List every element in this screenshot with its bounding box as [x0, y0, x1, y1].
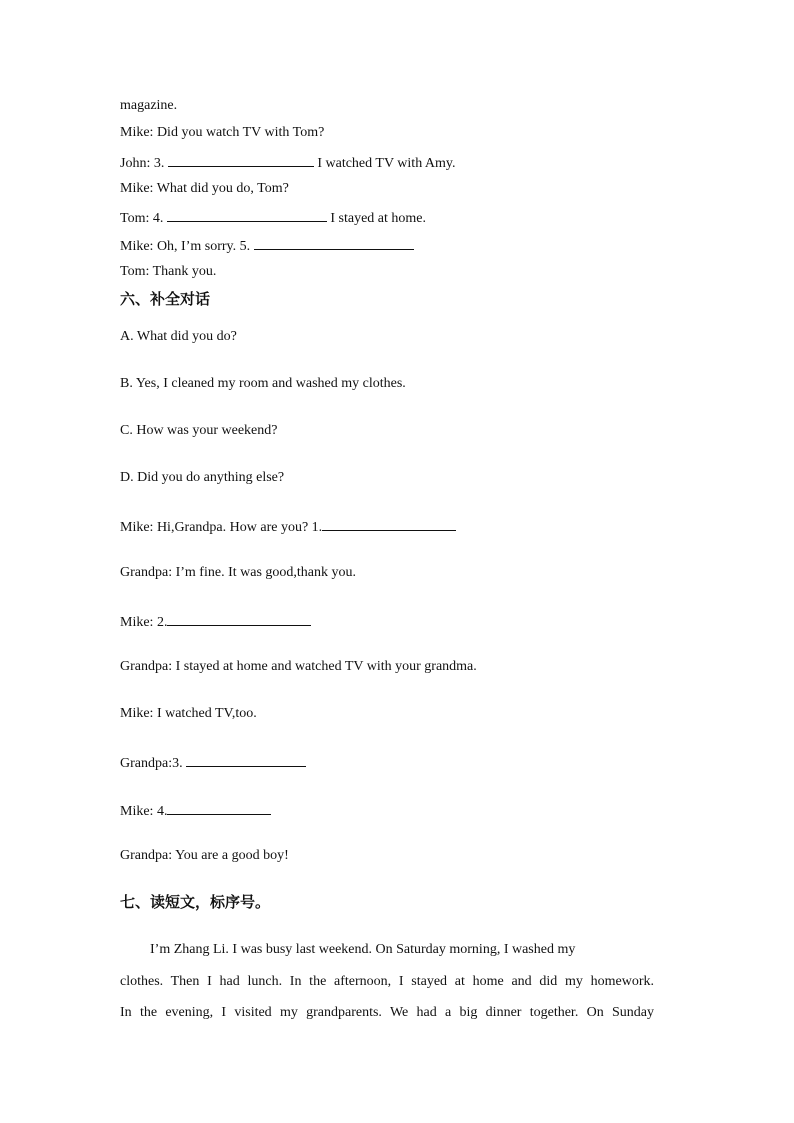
passage-line-2: clothes. Then I had lunch. In the afternoon, I stayed at home and did my homework.	[120, 974, 654, 989]
section-7-heading: 七、读短文，标序号。	[120, 893, 271, 911]
answer-blank-3[interactable]	[168, 152, 314, 167]
section-6-heading: 六、补全对话	[120, 290, 211, 308]
dialogue-blank-2[interactable]	[167, 611, 311, 626]
dialogue-line-3: Mike: 2.	[120, 611, 311, 632]
s5-line-1: magazine.	[120, 98, 178, 113]
dialogue-blank-1[interactable]	[322, 516, 456, 531]
s5-line-7: Tom: Thank you.	[120, 264, 217, 279]
answer-blank-4[interactable]	[167, 207, 327, 222]
dialogue-line-1: Mike: Hi,Grandpa. How are you? 1.	[120, 516, 456, 537]
dialogue-line-5: Mike: I watched TV,too.	[120, 706, 257, 721]
s5-line-2: Mike: Did you watch TV with Tom?	[120, 125, 325, 140]
dialogue-blank-3[interactable]	[186, 752, 306, 767]
answer-blank-5[interactable]	[254, 235, 414, 250]
passage-line-3: In the evening, I visited my grandparents. We had a big dinner together. On Sunday	[120, 1005, 654, 1020]
dialogue-line-6: Grandpa:3.	[120, 752, 306, 773]
passage-line-1: I’m Zhang Li. I was busy last weekend. On Saturday morning, I washed my	[150, 942, 576, 957]
dialogue-line-7: Mike: 4.	[120, 800, 271, 821]
option-d: D. Did you do anything else?	[120, 470, 285, 485]
dialogue-line-4: Grandpa: I stayed at home and watched TV with your grandma.	[120, 659, 477, 674]
dialogue-blank-4[interactable]	[167, 800, 271, 815]
option-b: B. Yes, I cleaned my room and washed my clothes.	[120, 376, 406, 391]
s5-line-6: Mike: Oh, I’m sorry. 5.	[120, 235, 414, 256]
dialogue-line-8: Grandpa: You are a good boy!	[120, 848, 289, 863]
option-a: A. What did you do?	[120, 329, 237, 344]
s5-line-4: Mike: What did you do, Tom?	[120, 181, 289, 196]
dialogue-line-2: Grandpa: I’m fine. It was good,thank you.	[120, 565, 356, 580]
s5-line-3: John: 3. I watched TV with Amy.	[120, 152, 456, 173]
option-c: C. How was your weekend?	[120, 423, 278, 438]
s5-line-5: Tom: 4. I stayed at home.	[120, 207, 426, 228]
